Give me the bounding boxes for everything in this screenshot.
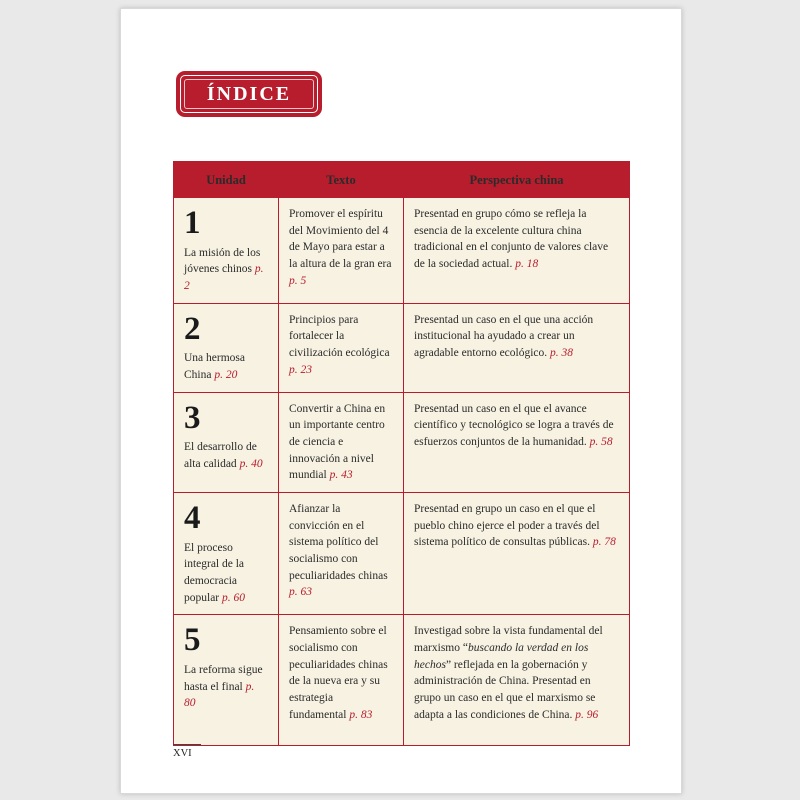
header-perspectiva: Perspectiva china	[469, 172, 564, 187]
texto-text: Principios para fortalecer la civilización ecológica	[289, 313, 390, 359]
perspectiva-page-ref: p. 78	[592, 536, 616, 549]
texto-page-ref: p. 63	[289, 586, 312, 599]
unit-cell	[174, 198, 279, 304]
table-header-row	[174, 162, 629, 198]
unit-cell	[174, 615, 279, 745]
perspectiva-page-ref: p. 38	[550, 347, 574, 359]
perspectiva-cell	[404, 615, 629, 745]
perspectiva-quoted-phrase: buscando la verdad en los hechos	[414, 642, 589, 671]
unit-title: Una hermosa China	[184, 352, 245, 381]
unit-title: La misión de los jóvenes chinos	[184, 246, 261, 276]
folio-text: XVI	[173, 748, 192, 759]
folio-page-number	[173, 744, 201, 759]
perspectiva-page-ref: p. 96	[575, 708, 599, 721]
texto-page-ref: p. 5	[289, 274, 307, 287]
perspectiva-text: Presentad un caso en el que el avance científico y tecnológico se logra a través de esfuerzos conjuntos de la humanidad.	[414, 402, 614, 448]
texto-cell	[279, 493, 404, 615]
perspectiva-cell	[404, 393, 629, 493]
unit-number: 2	[184, 310, 201, 347]
book-page	[120, 8, 682, 794]
perspectiva-text: Presentad en grupo cómo se refleja la esencia de la excelente cultura china tradicional en el conjunto de valores clave de la sociedad actual.	[414, 208, 609, 271]
perspectiva-page-ref: p. 18	[515, 258, 539, 271]
table-row	[174, 198, 629, 304]
unit-title: La reforma sigue hasta el final	[184, 663, 263, 693]
indice-badge	[176, 71, 322, 117]
unit-page-ref: p. 60	[222, 591, 246, 604]
perspectiva-cell	[404, 304, 629, 393]
header-texto: Texto	[279, 162, 404, 198]
unit-page-ref: p. 40	[239, 457, 263, 470]
unit-page-ref: p. 80	[184, 680, 255, 710]
unit-cell	[174, 493, 279, 615]
unit-number: 5	[184, 622, 201, 659]
folio-rule	[173, 744, 201, 745]
unit-title: El proceso integral de la democracia popular	[184, 541, 245, 604]
unit-page-ref: p. 20	[214, 368, 238, 381]
texto-text: Convertir a China en un importante centro de ciencia e innovación a nivel mundial	[289, 402, 386, 482]
perspectiva-cell	[404, 198, 629, 304]
texto-page-ref: p. 43	[329, 469, 353, 482]
perspectiva-text: Presentad en grupo un caso en el que el pueblo chino ejerce el poder a través del sistema político de consultas públicas.	[414, 503, 600, 549]
unit-cell	[174, 393, 279, 493]
texto-page-ref: p. 23	[289, 363, 312, 376]
page-title: ÍNDICE	[206, 82, 292, 105]
texto-text: Afianzar la convicción en el sistema político del socialismo con peculiaridades chinas	[289, 503, 388, 582]
perspectiva-page-ref: p. 58	[589, 435, 613, 448]
header-unidad: Unidad	[174, 162, 279, 198]
perspectiva-text-before: Investigad sobre la vista fundamental del marxismo “	[414, 625, 603, 654]
unit-number: 1	[184, 205, 201, 241]
texto-cell	[279, 304, 404, 393]
texto-cell	[279, 393, 404, 493]
unit-number: 4	[184, 500, 201, 536]
texto-page-ref: p. 83	[349, 708, 373, 721]
table-row	[174, 304, 629, 393]
unit-cell	[174, 304, 279, 393]
unit-page-ref: p. 2	[184, 263, 264, 292]
unit-number: 3	[184, 399, 201, 436]
texto-text: Promover el espíritu del Movimiento del 4 de Mayo para estar a la altura de la gran era	[289, 208, 392, 271]
texto-cell	[279, 615, 404, 745]
perspectiva-text-after: ” reflejada en la gobernación y administración de China. Presentad en grupo un caso en el que el marxismo se adapta a las condiciones de China.	[414, 658, 596, 721]
table-row	[174, 493, 629, 615]
texto-cell	[279, 198, 404, 304]
perspectiva-text: Presentad un caso en el que una acción institucional ha ayudado a crear un agradable entorno ecológico.	[414, 313, 594, 359]
perspectiva-cell	[404, 493, 629, 615]
table-row	[174, 393, 629, 493]
texto-text: Pensamiento sobre el socialismo con peculiaridades chinas de la nueva era y su estrategia fundamental	[289, 625, 388, 721]
table-of-contents	[173, 161, 630, 746]
unit-title: El desarrollo de alta calidad	[184, 441, 257, 470]
table-row	[174, 615, 629, 745]
